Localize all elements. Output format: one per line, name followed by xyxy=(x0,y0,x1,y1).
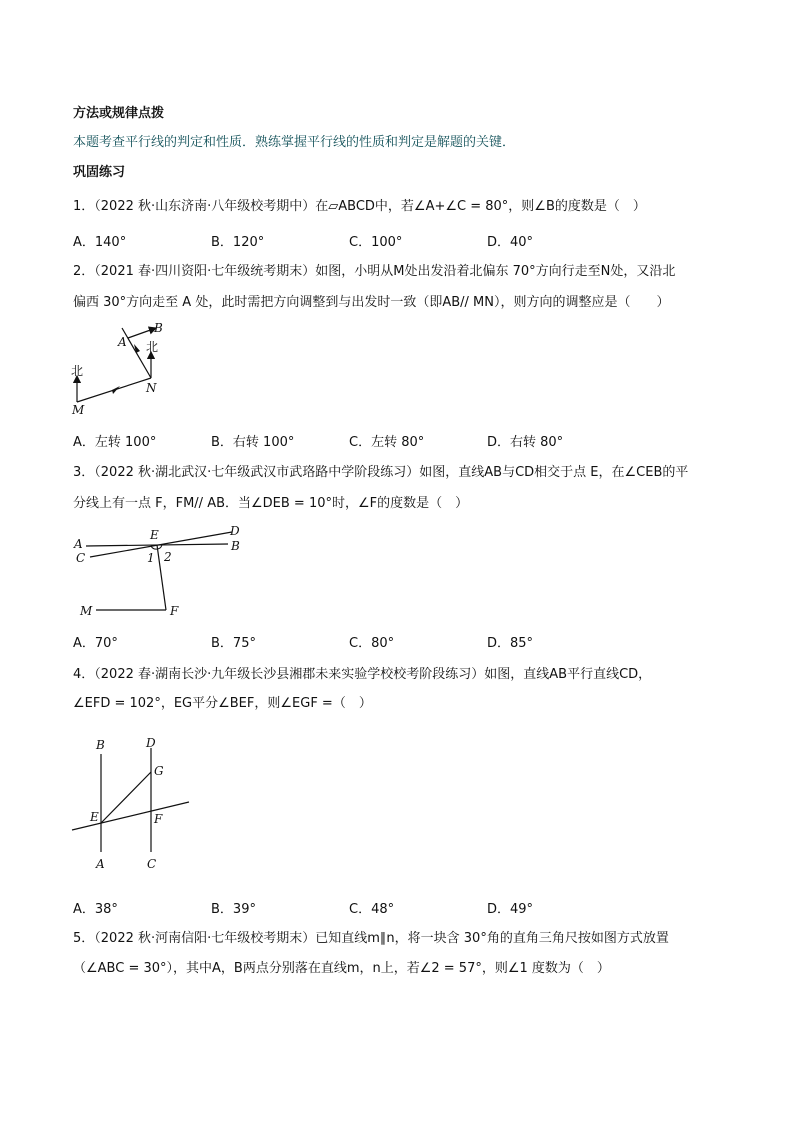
option-d[interactable]: D．右转 80° xyxy=(487,435,564,450)
arrowhead xyxy=(112,386,120,394)
north-label-n: 北 xyxy=(146,340,159,354)
point-g: G xyxy=(154,764,164,778)
option-b[interactable]: B．120° xyxy=(211,235,265,250)
question-5-line-2: （∠ABC = 30°），其中A，B两点分别落在直线m，n上，若∠2 = 57°，则∠1 度数为（ ） xyxy=(73,961,610,976)
method-text: 本题考查平行线的判定和性质．熟练掌握平行线的性质和判定是解题的关键． xyxy=(73,135,516,150)
option-b[interactable]: B．75° xyxy=(211,636,256,651)
point-f: F xyxy=(154,812,163,826)
question-1-text: 1．（2022 秋·山东济南·八年级校考期中）在▱ABCD中，若∠A+∠C = 80°，则∠B的度数是（ ） xyxy=(73,199,646,214)
option-c[interactable]: C．100° xyxy=(349,235,403,250)
question-4-line-1: 4．（2022 春·湖南长沙·九年级长沙县湘郡未来实验学校校考阶段练习）如图，直线AB平行直线CD， xyxy=(73,667,652,682)
point-b: B xyxy=(154,321,163,335)
point-m: M xyxy=(80,604,93,618)
option-a[interactable]: A．140° xyxy=(73,235,127,250)
question-2-line-1: 2．（2021 春·四川资阳·七年级统考期末）如图，小明从M处出发沿着北偏东 70°方向行走至N处，又沿北 xyxy=(73,264,676,279)
point-d: D xyxy=(230,524,240,538)
option-c[interactable]: C．左转 80° xyxy=(349,435,425,450)
question-3-line-2: 分线上有一点 F，FM// AB．当∠DEB = 10°时，∠F的度数是（ ） xyxy=(73,496,469,511)
option-d[interactable]: D．85° xyxy=(487,636,534,651)
point-a: A xyxy=(118,335,127,349)
point-c: C xyxy=(76,551,86,565)
point-b: B xyxy=(231,539,240,553)
option-c[interactable]: C．48° xyxy=(349,902,395,917)
option-c[interactable]: C．80° xyxy=(349,636,395,651)
point-f: F xyxy=(170,604,179,618)
question-3-figure xyxy=(66,520,256,622)
option-d[interactable]: D．40° xyxy=(487,235,534,250)
point-n: N xyxy=(146,381,157,395)
option-b[interactable]: B．39° xyxy=(211,902,256,917)
option-a[interactable]: A．70° xyxy=(73,636,118,651)
point-e: E xyxy=(90,810,99,824)
option-a[interactable]: A．左转 100° xyxy=(73,435,157,450)
method-heading: 方法或规律点拨 xyxy=(73,106,165,121)
option-b[interactable]: B．右转 100° xyxy=(211,435,295,450)
angle-1: 1 xyxy=(147,551,155,565)
practice-heading: 巩固练习 xyxy=(73,165,126,180)
question-3-line-1: 3．（2022 秋·湖北武汉·七年级武汉市武珞路中学阶段练习）如图，直线AB与CD相交于点 E，在∠CEB的平 xyxy=(73,465,689,480)
point-c: C xyxy=(147,857,157,871)
question-5-line-1: 5．（2022 秋·河南信阳·七年级校考期末）已知直线m∥n，将一块含 30°角的直角三角尺按如图方式放置 xyxy=(73,931,669,946)
question-2-figure xyxy=(66,320,176,420)
arrowhead xyxy=(134,344,140,353)
point-d: D xyxy=(146,736,156,750)
question-2-line-2: 偏西 30°方向走至 A 处，此时需把方向调整到与出发时一致（即AB// MN），则方向的调整应是（ ） xyxy=(73,295,670,310)
point-a: A xyxy=(96,857,105,871)
question-4-line-2: ∠EFD = 102°，EG平分∠BEF，则∠EGF =（ ） xyxy=(73,696,372,711)
question-4-figure xyxy=(66,732,196,874)
point-a: A xyxy=(74,537,83,551)
point-b: B xyxy=(96,738,105,752)
option-d[interactable]: D．49° xyxy=(487,902,534,917)
angle-2: 2 xyxy=(164,550,172,564)
point-m: M xyxy=(72,403,85,417)
north-label-m: 北 xyxy=(71,364,84,378)
option-a[interactable]: A．38° xyxy=(73,902,118,917)
point-e: E xyxy=(150,528,159,542)
